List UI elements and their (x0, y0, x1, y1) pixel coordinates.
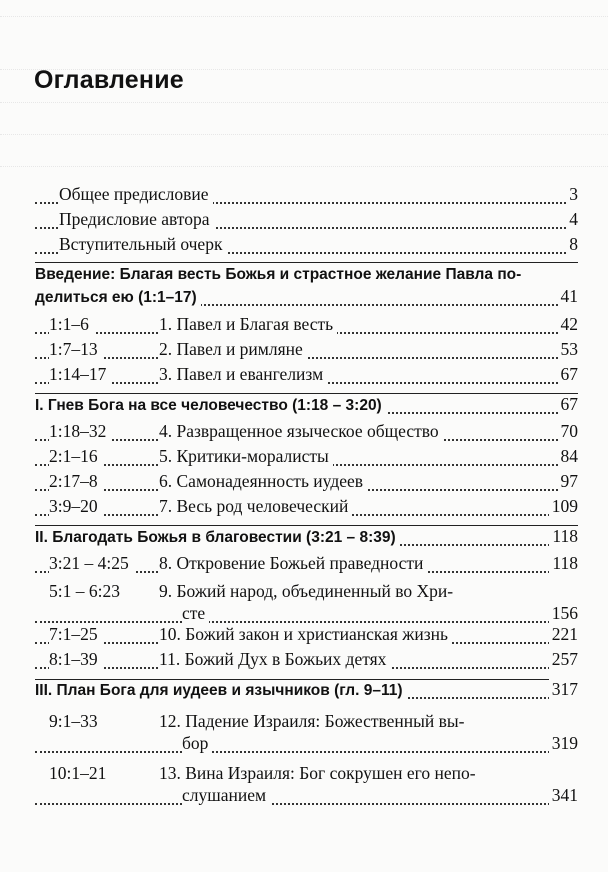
toc-entry-title: 12. Падение Израиля: Божественный вы- (159, 711, 465, 731)
toc-entry (35, 421, 578, 445)
toc-entry (35, 553, 578, 577)
section-heading-line: II. Благодать Божья в благовестии (3:21 – 8:39) (35, 529, 400, 547)
scripture-reference: 7:1–25 (49, 624, 104, 645)
toc-entry-page: 97 (558, 471, 579, 492)
toc-entry (35, 471, 578, 495)
toc-entry-page: 3 (566, 184, 578, 205)
page-title: Оглавление (34, 66, 184, 94)
section-divider (35, 525, 578, 526)
section-heading-line: Введение: Благая весть Божья и страстное желание Павла по- (35, 266, 522, 283)
toc-entry (35, 624, 578, 648)
toc-entry-page: 42 (558, 314, 579, 335)
scripture-reference: 1:18–32 (49, 421, 112, 442)
toc-entry (35, 314, 578, 338)
scripture-reference: 3:21 – 4:25 (49, 553, 135, 574)
section-heading-part2 (35, 528, 578, 552)
scripture-reference: 1:7–13 (49, 339, 104, 360)
toc-entry-title: 8. Откровение Божьей праведности (159, 553, 427, 574)
toc-entry-page: 156 (549, 603, 578, 624)
toc-entry-page: 341 (549, 785, 578, 806)
toc-entry (35, 763, 578, 811)
section-heading-line: делиться ею (1:1–17) (35, 289, 201, 307)
toc-entry-title: 11. Божий Дух в Божьих детях (159, 649, 390, 670)
toc-entry (35, 711, 578, 759)
toc-entry-page: 221 (549, 624, 578, 645)
toc-entry-title: Общее предисловие (59, 184, 213, 205)
section-divider (35, 679, 578, 680)
section-divider (35, 262, 578, 263)
scripture-reference: 2:1–16 (49, 446, 104, 467)
toc-entry-title: 7. Весь род человеческий (159, 496, 352, 517)
toc-entry (35, 234, 578, 258)
toc-entry-title: 6. Самонадеянность иудеев (159, 471, 367, 492)
toc-entry-title: 4. Развращенное языческое общество (159, 421, 443, 442)
toc-entry-page: 319 (549, 733, 578, 754)
toc-entry-page: 8 (566, 234, 578, 255)
toc-entry (35, 339, 578, 363)
toc-entry (35, 184, 578, 208)
toc-entry-page: 67 (558, 364, 579, 385)
toc-entry-title: 1. Павел и Благая весть (159, 314, 337, 335)
toc-entry-page: 84 (558, 446, 579, 467)
scripture-reference: 1:14–17 (49, 364, 112, 385)
toc-entry-title: 2. Павел и римляне (159, 339, 307, 360)
toc-entry (35, 649, 578, 673)
section-heading-part3 (35, 681, 578, 705)
toc-entry-page: 70 (558, 421, 579, 442)
section-heading-page: 317 (549, 679, 578, 700)
toc-entry-title: 9. Божий народ, объединенный во Хри- (159, 581, 454, 601)
scripture-reference: 1:1–6 (49, 314, 95, 335)
section-heading-part1 (35, 396, 578, 420)
scripture-reference: 8:1–39 (49, 649, 104, 670)
scripture-reference: 3:9–20 (49, 496, 104, 517)
toc-entry-title: 10. Божий закон и христианская жизнь (159, 624, 452, 645)
toc-entry-title-continued: сте (182, 603, 209, 624)
bleed-through-artifact (0, 0, 608, 200)
toc-entry-title: 13. Вина Израиля: Бог сокрушен его непо- (159, 763, 476, 783)
toc-entry-title-continued: бор (182, 733, 212, 754)
toc-entry-page: 53 (558, 339, 579, 360)
toc-entry-title: Вступительный очерк (59, 234, 226, 255)
dot-leader (35, 751, 578, 753)
toc-entry (35, 364, 578, 388)
scripture-reference: 10:1–21 (49, 763, 107, 783)
toc-entry (35, 581, 578, 629)
section-heading-intro (35, 266, 578, 316)
toc-entry-title: Предисловие автора (59, 209, 214, 230)
section-divider (35, 393, 578, 394)
section-heading-page: 41 (558, 286, 579, 307)
section-heading-page: 118 (549, 526, 578, 547)
toc-entry-title-continued: слушанием (182, 785, 270, 806)
toc-entry-page: 118 (549, 553, 578, 574)
toc-entry (35, 496, 578, 520)
toc-entry-page: 109 (549, 496, 578, 517)
scripture-reference: 2:17–8 (49, 471, 104, 492)
section-heading-line: I. Гнев Бога на все человечество (1:18 – 3:20) (35, 397, 386, 415)
toc-entry-page: 4 (566, 209, 578, 230)
section-heading-page: 67 (558, 394, 579, 415)
dot-leader (35, 803, 578, 805)
toc-entry-page: 257 (549, 649, 578, 670)
scripture-reference: 5:1 – 6:23 (49, 581, 120, 601)
toc-entry-title: 3. Павел и евангелизм (159, 364, 327, 385)
dot-leader (35, 621, 578, 623)
section-heading-line: III. План Бога для иудеев и язычников (гл. 9–11) (35, 682, 407, 700)
toc-entry (35, 446, 578, 470)
toc-entry (35, 209, 578, 233)
scripture-reference: 9:1–33 (49, 711, 98, 731)
toc-entry-title: 5. Критики-моралисты (159, 446, 333, 467)
